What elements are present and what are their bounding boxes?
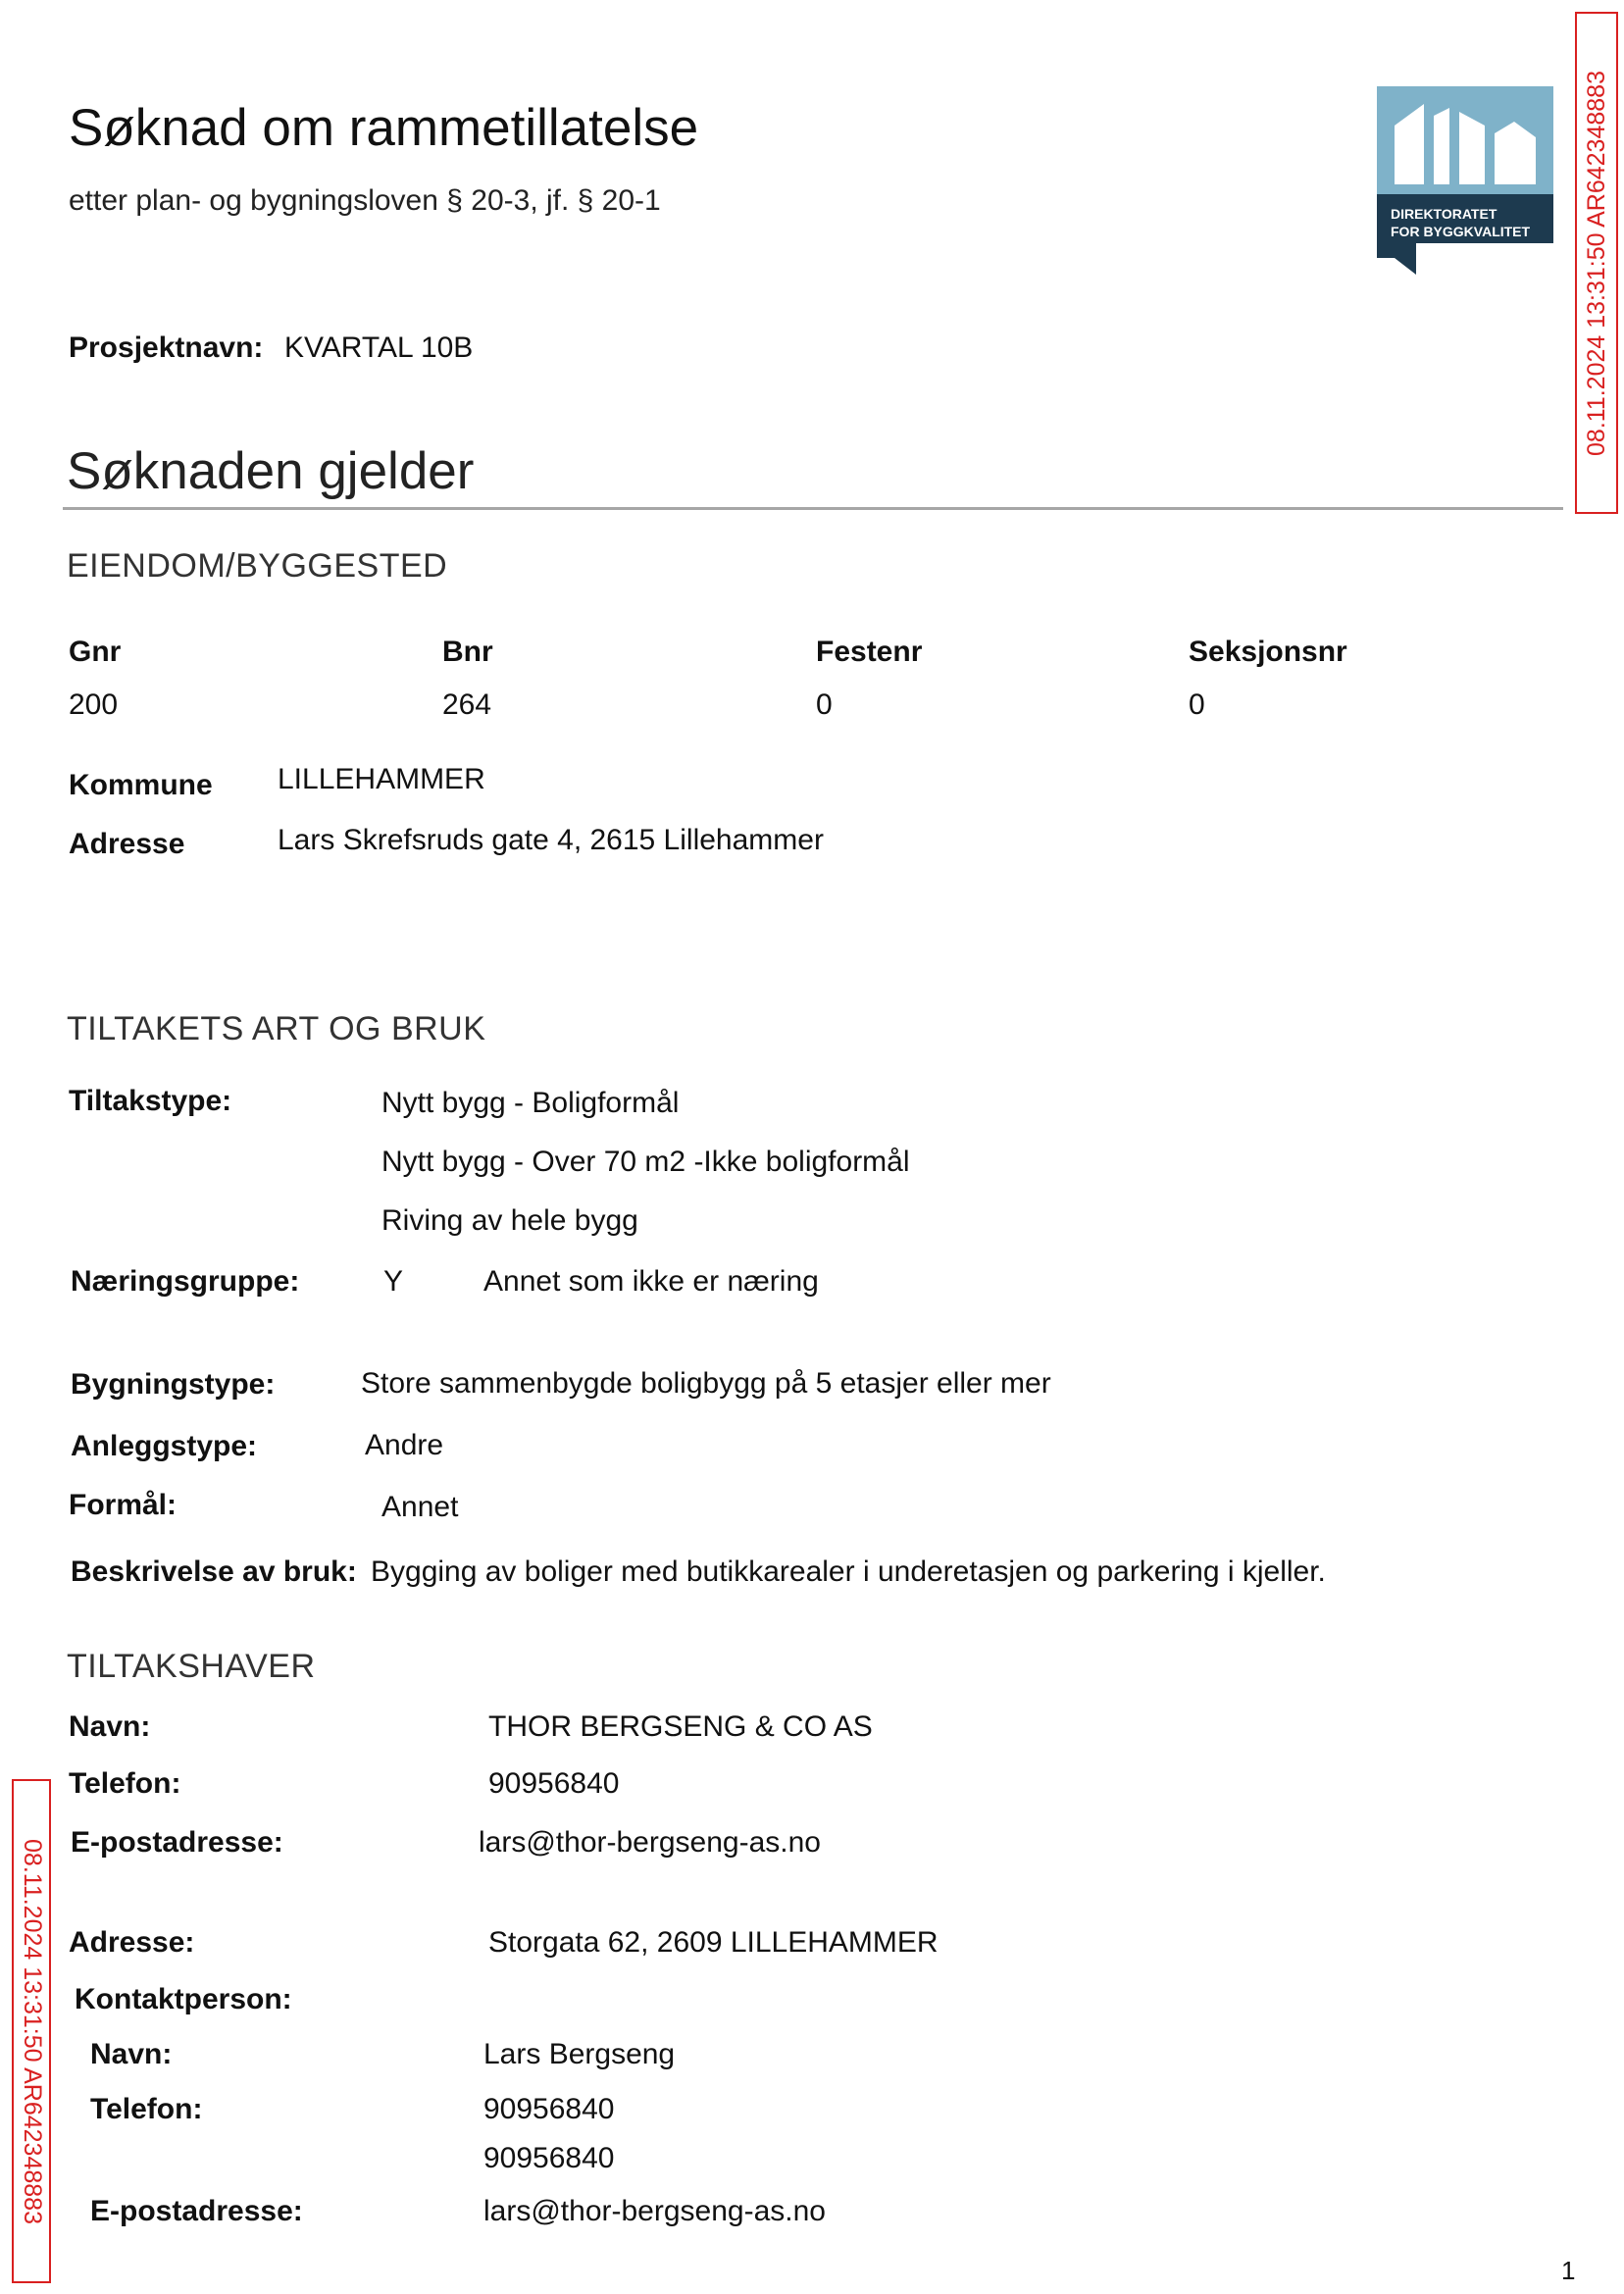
formal-label: Formål: — [69, 1489, 178, 1521]
bygningstype-value: Store sammenbygde boligbygg på 5 etasjer eller mer — [361, 1367, 1051, 1400]
bnr-value: 264 — [442, 688, 492, 721]
dibk-logo — [1377, 86, 1553, 275]
tiltakshaver-navn-value: THOR BERGSENG & CO AS — [488, 1710, 873, 1743]
bnr-label: Bnr — [442, 636, 493, 668]
naeringsgruppe-code: Y — [383, 1265, 404, 1298]
naeringsgruppe-label: Næringsgruppe: — [71, 1265, 300, 1298]
tiltakshaver-navn-label: Navn: — [69, 1710, 151, 1743]
kontakt-epost-label: E-postadresse: — [90, 2195, 303, 2227]
beskrivelse-label: Beskrivelse av bruk: — [71, 1555, 357, 1588]
logo-line1: DIREKTORATET — [1391, 206, 1497, 222]
anleggstype-label: Anleggstype: — [71, 1430, 258, 1462]
project-name-label: Prosjektnavn: — [69, 331, 264, 364]
naeringsgruppe-value: Annet som ikke er næring — [483, 1265, 819, 1298]
tiltakstype-label: Tiltakstype: — [69, 1085, 232, 1117]
tiltakshaver-adresse-value: Storgata 62, 2609 LILLEHAMMER — [488, 1926, 939, 1959]
section-title: Søknaden gjelder — [67, 442, 475, 500]
kontaktperson-label: Kontaktperson: — [75, 1983, 292, 2015]
tiltakstype-item: Nytt bygg - Over 70 m2 -Ikke boligformål — [381, 1146, 910, 1178]
project-name-value: KVARTAL 10B — [284, 331, 474, 364]
festenr-label: Festenr — [816, 636, 923, 668]
adresse-label: Adresse — [69, 828, 185, 860]
section-divider — [63, 507, 1563, 510]
stamp-text-left: 08.11.2024 13:31:50 AR642348883 — [18, 1838, 46, 2224]
seksjonsnr-value: 0 — [1189, 688, 1205, 721]
page-subtitle: etter plan- og bygningsloven § 20-3, jf. § 20-1 — [69, 184, 661, 217]
tiltakshaver-adresse-label: Adresse: — [69, 1926, 195, 1959]
gnr-value: 200 — [69, 688, 119, 721]
tiltakstype-item: Riving av hele bygg — [381, 1204, 638, 1237]
timestamp-stamp-right — [1575, 12, 1618, 514]
page-number: 1 — [1561, 2256, 1576, 2285]
page-title: Søknad om rammetillatelse — [69, 99, 699, 157]
kontakt-epost-value: lars@thor-bergseng-as.no — [483, 2195, 826, 2227]
kontakt-telefon-value: 90956840 — [483, 2093, 615, 2125]
logo-line2: FOR BYGGKVALITET — [1391, 224, 1531, 239]
kommune-label: Kommune — [69, 769, 213, 801]
kommune-value: LILLEHAMMER — [278, 763, 485, 795]
festenr-value: 0 — [816, 688, 833, 721]
beskrivelse-value: Bygging av boliger med butikkarealer i underetasjen og parkering i kjeller. — [371, 1555, 1326, 1588]
kontakt-telefon-value: 90956840 — [483, 2142, 615, 2174]
kontakt-navn-value: Lars Bergseng — [483, 2038, 676, 2070]
tiltakshaver-epost-value: lars@thor-bergseng-as.no — [479, 1826, 821, 1859]
tiltakshaver-heading: TILTAKSHAVER — [67, 1648, 316, 1685]
tiltakshaver-telefon-label: Telefon: — [69, 1767, 181, 1800]
tiltakstype-item: Nytt bygg - Boligformål — [381, 1087, 680, 1119]
bygningstype-label: Bygningstype: — [71, 1368, 276, 1401]
property-heading: EIENDOM/BYGGESTED — [67, 547, 448, 585]
gnr-label: Gnr — [69, 636, 122, 668]
anleggstype-value: Andre — [365, 1429, 444, 1461]
tiltak-heading: TILTAKETS ART OG BRUK — [67, 1010, 486, 1047]
seksjonsnr-label: Seksjonsnr — [1189, 636, 1347, 668]
formal-value: Annet — [381, 1491, 459, 1523]
stamp-text-right: 08.11.2024 13:31:50 AR642348883 — [1582, 70, 1610, 456]
timestamp-stamp-left — [12, 1779, 51, 2283]
dibk-logo-icon — [1377, 86, 1553, 275]
kontakt-telefon-label: Telefon: — [90, 2093, 203, 2125]
kontakt-navn-label: Navn: — [90, 2038, 173, 2070]
tiltakshaver-telefon-value: 90956840 — [488, 1767, 620, 1800]
tiltakshaver-epost-label: E-postadresse: — [71, 1826, 283, 1859]
adresse-value: Lars Skrefsruds gate 4, 2615 Lillehammer — [278, 824, 824, 856]
